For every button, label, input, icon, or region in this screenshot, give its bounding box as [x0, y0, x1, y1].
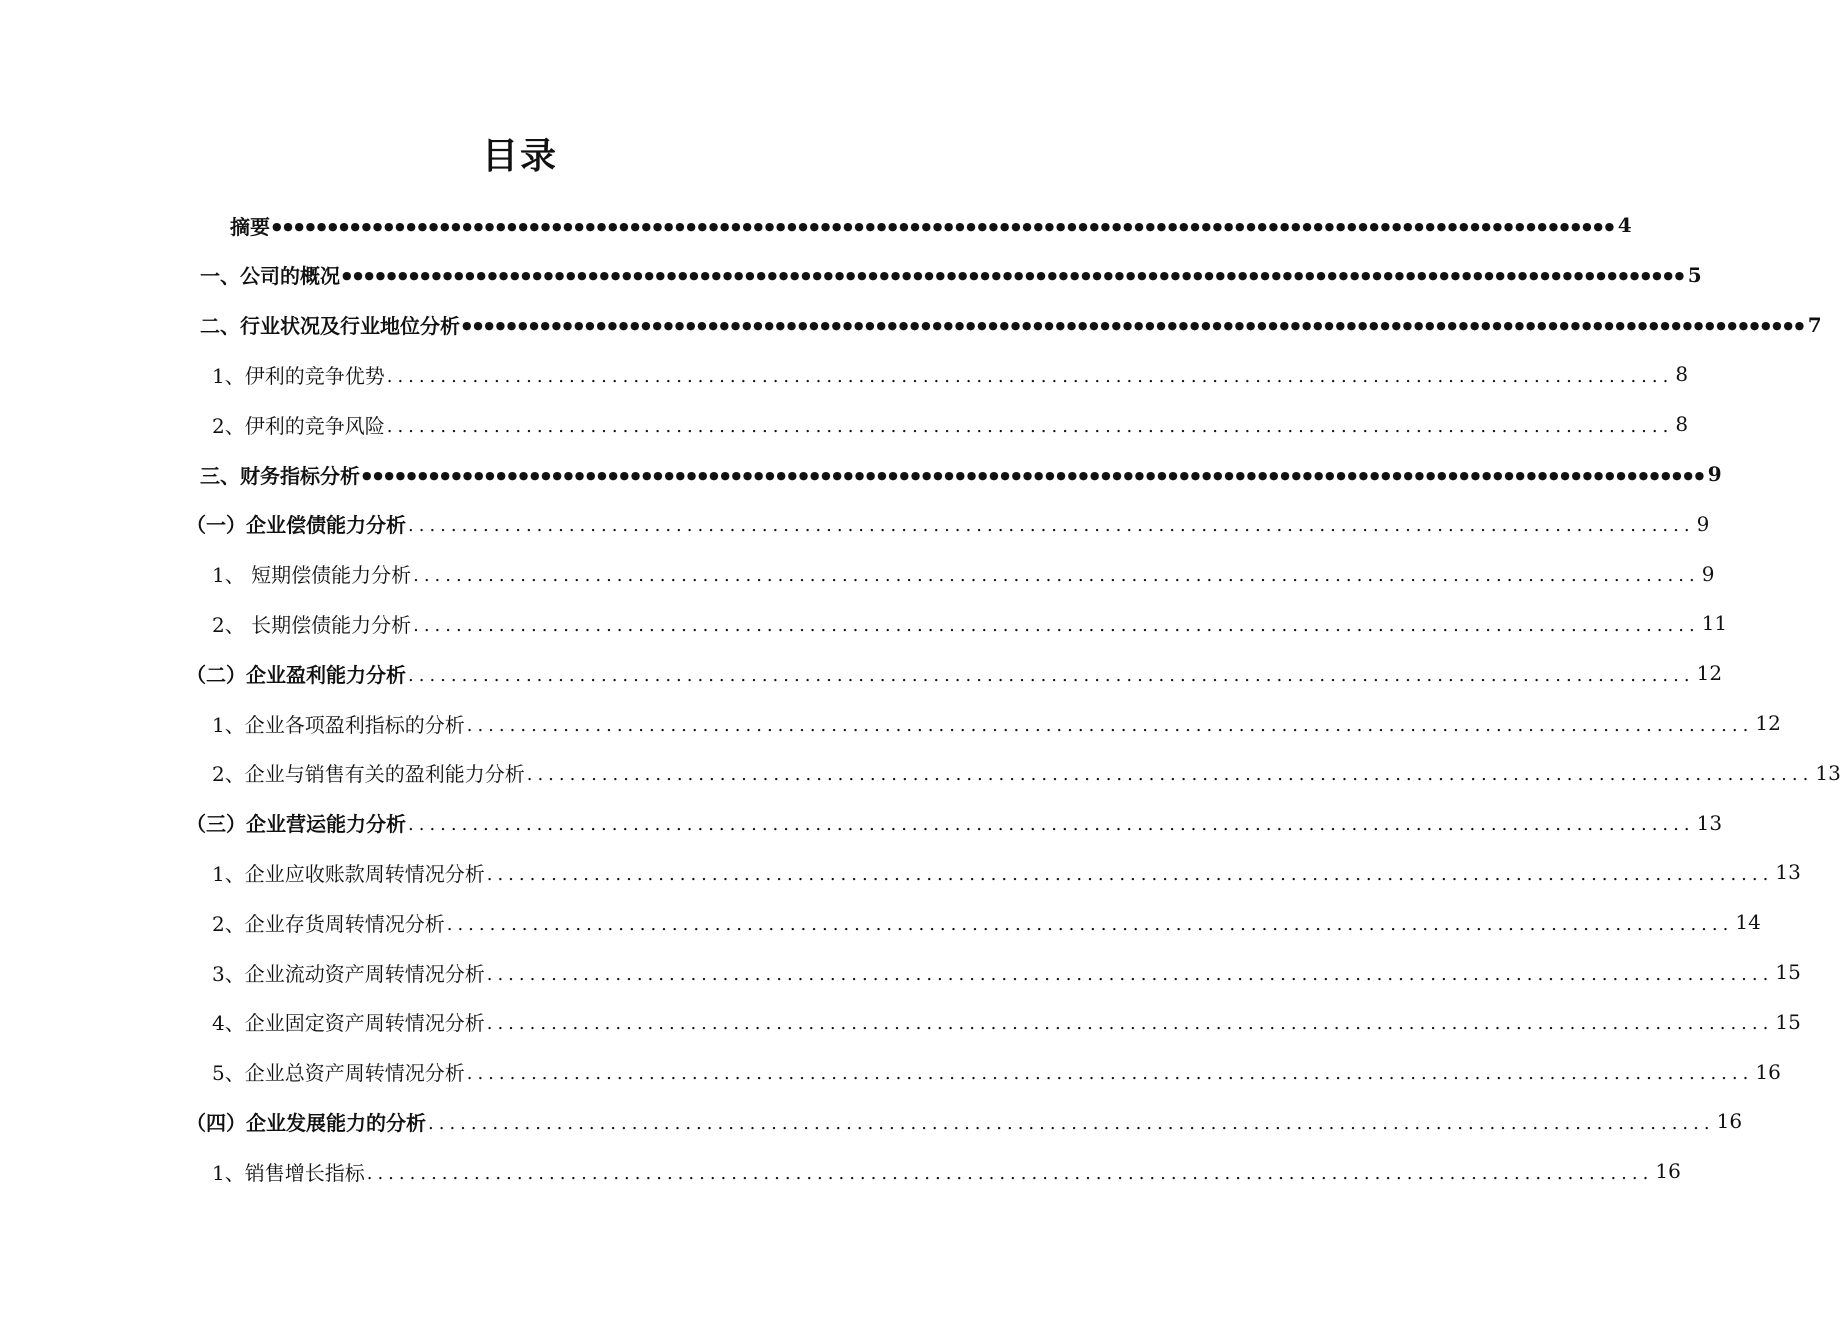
toc-entry[interactable] [186, 803, 1723, 843]
toc-page-number: 5 [1687, 262, 1702, 287]
toc-page-number: 7 [1807, 312, 1822, 337]
toc-leader-dots: ●●●●●●●●●●●●●●●●●●●●●●●●●●●●●●●●●●●●●●●●●●●●●●●●●●●●●●●●●●●●●●●●●●●●●●●●●●●●●●●●●●●●●●●●●●●●●●●●●●●●●●●●●●●●●●●●●●●●●●●● [342, 269, 1686, 283]
toc-title: 目录 [481, 135, 558, 177]
toc-page-number: 15 [1775, 1009, 1801, 1034]
toc-leader-dots: ........................................................................................................................ [486, 1013, 1774, 1035]
toc-leader-dots: ........................................................................................................................ [408, 515, 1695, 537]
toc-entry[interactable] [212, 952, 1801, 992]
toc-leader-dots: ........................................................................................................................ [408, 814, 1695, 836]
toc-entry[interactable] [212, 1002, 1801, 1042]
toc-leader-dots: ........................................................................................................................ [413, 565, 1700, 587]
toc-entry[interactable] [212, 554, 1715, 594]
toc-page-number: 12 [1755, 711, 1781, 735]
toc-leader-dots: ........................................................................................................................ [366, 1162, 1654, 1184]
toc-entry-label: 二、行业状况及行业地位分析 [200, 314, 460, 339]
toc-entry-label: 三、财务指标分析 [200, 463, 360, 488]
toc-leader-dots: ........................................................................................................................ [386, 365, 1674, 387]
toc-entry-label: 5、企业总资产周转情况分析 [212, 1061, 465, 1086]
toc-page-number: 13 [1696, 810, 1723, 835]
toc-entry-label: 1、销售增长指标 [212, 1160, 365, 1185]
toc-page-number: 16 [1655, 1159, 1681, 1184]
toc-entry[interactable] [212, 603, 1728, 643]
toc-page-number: 14 [1735, 910, 1761, 935]
toc-leader-dots: ........................................................................................................................ [466, 1063, 1754, 1085]
toc-entry[interactable] [186, 653, 1723, 693]
toc-leader-dots: ........................................................................................................................ [386, 415, 1674, 437]
toc-entry[interactable] [212, 1151, 1681, 1191]
toc-entry[interactable] [186, 1101, 1743, 1141]
toc-leader-dots: ●●●●●●●●●●●●●●●●●●●●●●●●●●●●●●●●●●●●●●●●●●●●●●●●●●●●●●●●●●●●●●●●●●●●●●●●●●●●●●●●●●●●●●●●●●●●●●●●●●●●●●●●●●●●●●●●●●●●●●●● [272, 219, 1616, 233]
toc-entry[interactable] [230, 205, 1632, 245]
toc-leader-dots: ........................................................................................................................ [486, 963, 1774, 985]
toc-entry-label: 1、伊利的竞争优势 [212, 363, 385, 388]
toc-entry[interactable] [212, 703, 1781, 743]
toc-leader-dots: ●●●●●●●●●●●●●●●●●●●●●●●●●●●●●●●●●●●●●●●●●●●●●●●●●●●●●●●●●●●●●●●●●●●●●●●●●●●●●●●●●●●●●●●●●●●●●●●●●●●●●●●●●●●●●●●●●●●●●●●● [462, 319, 1806, 333]
toc-page-number: 11 [1701, 611, 1728, 636]
toc-entry[interactable] [212, 1052, 1781, 1092]
toc-page-number: 12 [1696, 661, 1723, 686]
toc-page-number: 8 [1675, 362, 1689, 387]
toc-entry[interactable] [212, 852, 1801, 892]
toc-entry-label: 摘要 [230, 214, 270, 239]
toc-entry-label: （一）企业偿债能力分析 [186, 513, 406, 538]
toc-page-number: 4 [1617, 213, 1632, 237]
toc-entry[interactable] [186, 504, 1710, 544]
toc-entry[interactable] [200, 255, 1702, 295]
toc-page-number: 9 [1707, 462, 1722, 486]
toc-entry-label: 1、企业各项盈利指标的分析 [212, 712, 465, 737]
toc-entry-label: 1、 短期偿债能力分析 [212, 563, 412, 588]
toc-leader-dots: ........................................................................................................................ [466, 714, 1754, 736]
toc-leader-dots: ●●●●●●●●●●●●●●●●●●●●●●●●●●●●●●●●●●●●●●●●●●●●●●●●●●●●●●●●●●●●●●●●●●●●●●●●●●●●●●●●●●●●●●●●●●●●●●●●●●●●●●●●●●●●●●●●●●●●●●●● [362, 468, 1706, 482]
toc-page-number: 9 [1696, 511, 1710, 536]
toc-leader-dots: ........................................................................................................................ [428, 1112, 1715, 1134]
toc-leader-dots: ........................................................................................................................ [486, 863, 1774, 885]
toc-entry-label: 1、企业应收账款周转情况分析 [212, 861, 485, 886]
toc-page-number: 15 [1775, 960, 1801, 984]
toc-entry-label: 2、 长期偿债能力分析 [212, 612, 412, 637]
toc-page-number: 13 [1775, 860, 1801, 885]
toc-entry-label: 3、企业流动资产周转情况分析 [212, 961, 485, 986]
toc-page-number: 13 [1815, 760, 1841, 785]
toc-entry-label: 一、公司的概况 [200, 264, 340, 289]
toc-entry-label: （四）企业发展能力的分析 [186, 1110, 426, 1135]
toc-leader-dots: ........................................................................................................................ [526, 764, 1814, 786]
toc-entry[interactable] [200, 454, 1722, 494]
toc-entry[interactable] [212, 404, 1689, 444]
toc-entry[interactable] [212, 354, 1689, 394]
toc-entry-label: 2、伊利的竞争风险 [212, 413, 385, 438]
toc-entry-label: 2、企业与销售有关的盈利能力分析 [212, 762, 525, 787]
toc-entry-label: （三）企业营运能力分析 [186, 812, 406, 837]
toc-page-number: 16 [1716, 1109, 1743, 1134]
toc-leader-dots: ........................................................................................................................ [408, 664, 1695, 686]
toc-entry-label: 4、企业固定资产周转情况分析 [212, 1011, 485, 1036]
toc-entry-label: 2、企业存货周转情况分析 [212, 911, 445, 936]
toc-entry[interactable] [212, 753, 1841, 793]
toc-entry-label: （二）企业盈利能力分析 [186, 662, 406, 687]
toc-leader-dots: ........................................................................................................................ [413, 614, 1700, 636]
toc-entry[interactable] [212, 902, 1761, 942]
toc-page-number: 16 [1755, 1059, 1781, 1084]
toc-page-number: 8 [1675, 412, 1689, 437]
toc-leader-dots: ........................................................................................................................ [446, 913, 1734, 935]
toc-entry[interactable] [200, 305, 1822, 345]
toc-page-number: 9 [1701, 561, 1715, 586]
